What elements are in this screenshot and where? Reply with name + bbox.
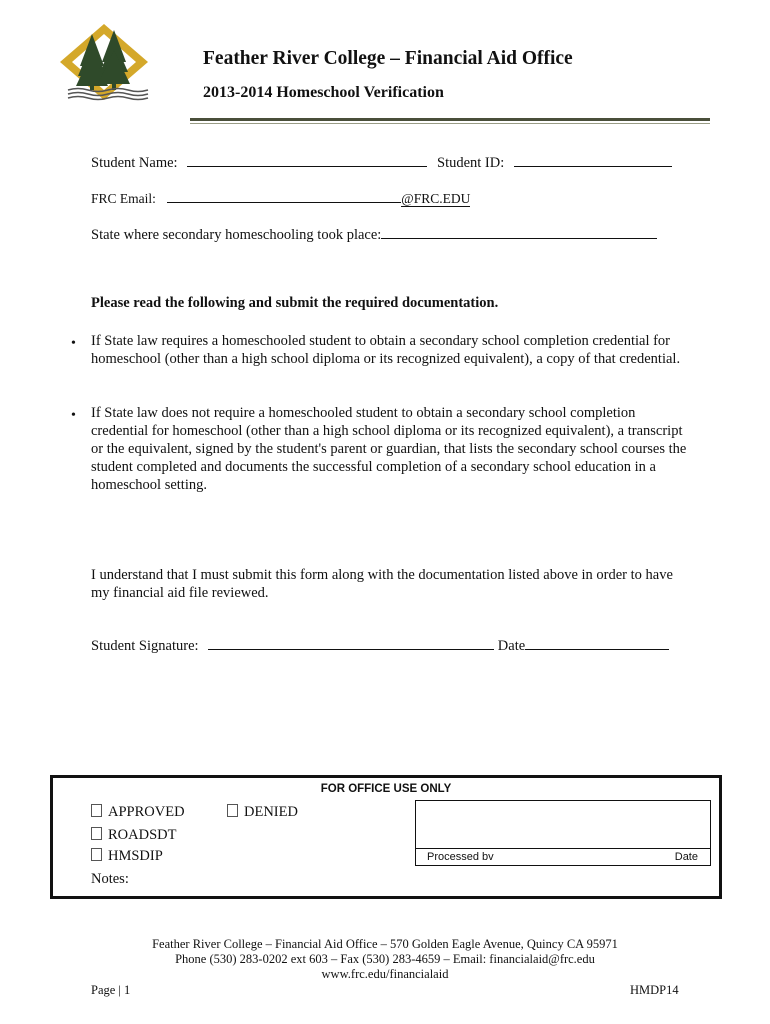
header-divider-thin (190, 123, 710, 124)
student-name-label: Student Name: (91, 155, 178, 171)
college-logo-icon (58, 22, 150, 102)
signature-row (91, 637, 669, 655)
email-domain: @FRC.EDU (401, 191, 471, 206)
frc-email-field[interactable] (167, 190, 401, 203)
roadsdt-checkbox[interactable] (91, 827, 102, 840)
student-name-row (91, 154, 427, 172)
hmsdip-checkbox[interactable] (91, 848, 102, 861)
processed-by-line[interactable] (416, 848, 710, 849)
student-id-label: Student ID: (437, 155, 505, 171)
bullet-2-dot: • (71, 408, 76, 423)
processed-by-label: Processed bv (427, 851, 494, 863)
denied-option[interactable] (227, 804, 298, 821)
student-name-field[interactable] (187, 154, 427, 167)
acknowledgement-text: I understand that I must submit this form along with the documentation listed above in order to have my financial aid file reviewed. (91, 567, 673, 601)
page-number: Page | 1 (91, 983, 131, 997)
instructions-heading: Please read the following and submit the required documentation. (91, 295, 499, 311)
bullet-1-dot: • (71, 336, 76, 351)
roadsdt-label: ROADSDT (108, 827, 177, 843)
processed-date-label: Date (674, 851, 698, 863)
hmsdip-label: HMSDIP (108, 848, 163, 864)
bullet-2-text: If State law does not require a homeschooled student to obtain a secondary school completion credential for homeschool (other than a high school diploma or its recognized equivalent), a transcript or the equivalent, signed by the student's parent or guardian, that lists the secondary school courses the student completed and documents the successful completion of a secondary school education in a homeschool setting. (91, 405, 687, 493)
hmsdip-option[interactable] (91, 848, 163, 865)
student-id-row (437, 154, 672, 172)
signature-date-label: Date (497, 638, 526, 654)
header-divider (190, 118, 710, 121)
student-id-field[interactable] (514, 154, 672, 167)
signature-label: Student Signature: (91, 638, 199, 654)
page-title: Feather River College – Financial Aid Office (203, 48, 573, 69)
approved-option[interactable] (91, 804, 185, 821)
denied-label: DENIED (244, 804, 298, 820)
signature-date-field[interactable] (525, 637, 669, 650)
office-use-title: FOR OFFICE USE ONLY (320, 783, 452, 795)
approved-checkbox[interactable] (91, 804, 102, 817)
frc-email-label: FRC Email: (91, 191, 156, 206)
processed-by-box (415, 800, 711, 866)
footer-website: www.frc.edu/financialaid (321, 967, 449, 981)
state-row (91, 226, 657, 244)
signature-field[interactable] (208, 637, 494, 650)
state-field[interactable] (381, 226, 657, 239)
frc-email-row (91, 190, 470, 207)
state-label: State where secondary homeschooling took place: (91, 227, 382, 243)
footer-contact: Phone (530) 283-0202 ext 603 – Fax (530) 283-4659 – Email: financialaid@frc.edu (175, 952, 595, 966)
denied-checkbox[interactable] (227, 804, 238, 817)
footer-address: Feather River College – Financial Aid Office – 570 Golden Eagle Avenue, Quincy CA 95971 (152, 937, 618, 951)
approved-label: APPROVED (108, 804, 185, 820)
form-code: HMDP14 (630, 983, 679, 997)
roadsdt-option[interactable] (91, 827, 176, 844)
bullet-1-text: If State law requires a homeschooled student to obtain a secondary school completion credential for homeschool (other than a high school diploma or its recognized equivalent), a copy of that credential. (91, 333, 681, 367)
notes-label: Notes: (91, 871, 129, 887)
page-subtitle: 2013-2014 Homeschool Verification (203, 84, 444, 101)
